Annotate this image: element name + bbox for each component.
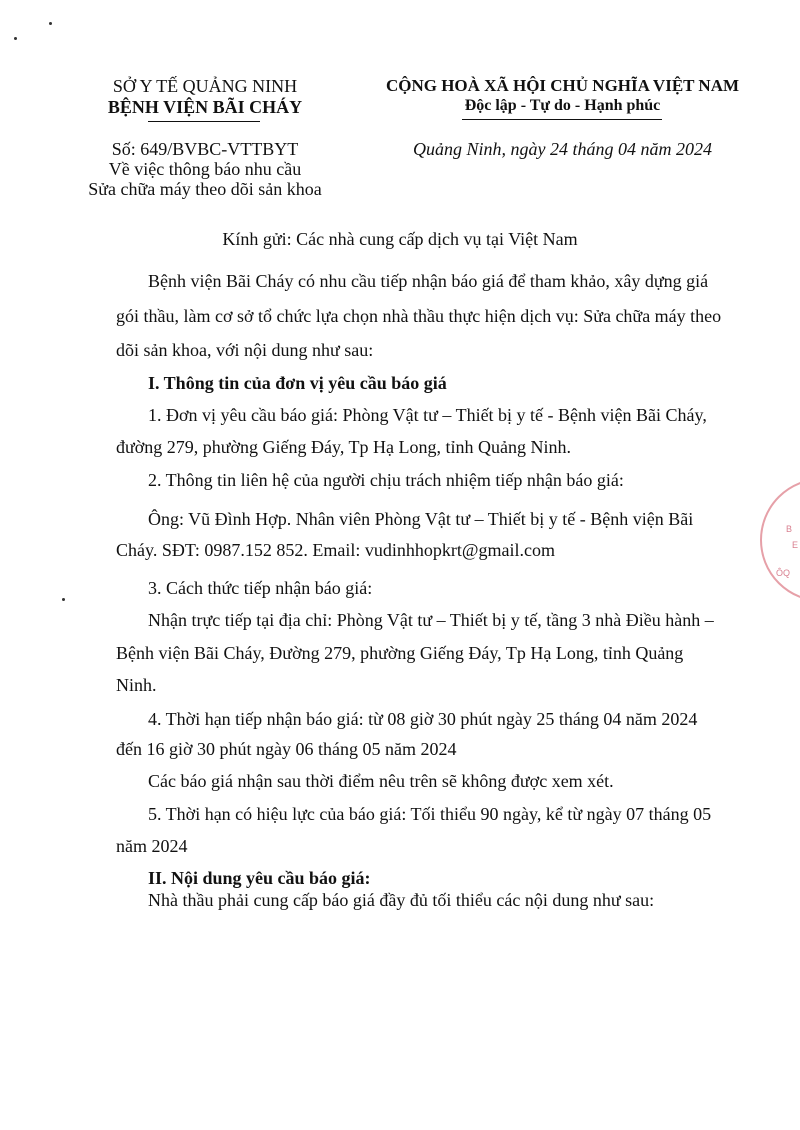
document-number: Số: 649/BVBC-VTTBYT [111, 139, 299, 159]
official-stamp-partial [760, 478, 800, 602]
section-1-heading: I. Thông tin của đơn vị yêu cầu báo giá [148, 373, 447, 393]
hospital-underline [148, 121, 260, 122]
stamp-letter-3: ÔQ [776, 568, 791, 578]
hospital-name: BỆNH VIỆN BÃI CHÁY [107, 97, 303, 117]
scan-speck [49, 22, 52, 25]
item-5-line-2: năm 2024 [116, 836, 188, 856]
stamp-letter-2: E [792, 540, 799, 550]
scan-speck [14, 37, 17, 40]
receive-line-1: Nhận trực tiếp tại địa chỉ: Phòng Vật tư – Thiết bị y tế, tầng 3 nhà Điều hành – [148, 610, 714, 630]
intro-line-3: dõi sản khoa, với nội dung như sau: [116, 340, 374, 360]
department-name: SỞ Y TẾ QUẢNG NINH [112, 76, 298, 96]
national-motto: Độc lập - Tự do - Hạnh phúc [464, 97, 661, 114]
stamp-letter-1: B [786, 524, 793, 534]
recipient-line: Kính gửi: Các nhà cung cấp dịch vụ tại Việt Nam [222, 229, 578, 249]
item-4-line-2: đến 16 giờ 30 phút ngày 06 tháng 05 năm 2024 [116, 739, 457, 759]
item-1-line-2: đường 279, phường Giếng Đáy, Tp Hạ Long, tỉnh Quảng Ninh. [116, 437, 572, 457]
item-2: 2. Thông tin liên hệ của người chịu trách nhiệm tiếp nhận báo giá: [148, 470, 624, 490]
item-5-line-1: 5. Thời hạn có hiệu lực của báo giá: Tối thiểu 90 ngày, kể từ ngày 07 tháng 05 [148, 804, 712, 824]
receive-line-2: Bệnh viện Bãi Cháy, Đường 279, phường Giếng Đáy, Tp Hạ Long, tỉnh Quảng [116, 643, 684, 663]
motto-underline [462, 119, 662, 120]
contact-line-2: Cháy. SĐT: 0987.152 852. Email: vudinhhopkrt@gmail.com [116, 540, 555, 560]
scan-speck [62, 598, 65, 601]
item-4-line-1: 4. Thời hạn tiếp nhận báo giá: từ 08 giờ 30 phút ngày 25 tháng 04 năm 2024 [148, 709, 698, 729]
section-2-text: Nhà thầu phải cung cấp báo giá đầy đủ tối thiểu các nội dung như sau: [148, 890, 655, 910]
place-date: Quảng Ninh, ngày 24 tháng 04 năm 2024 [413, 139, 712, 159]
subject-line-1: Về việc thông báo nhu cầu [108, 159, 302, 179]
intro-line-1: Bệnh viện Bãi Cháy có nhu cầu tiếp nhận báo giá để tham khảo, xây dựng giá [148, 271, 709, 291]
item-1-line-1: 1. Đơn vị yêu cầu báo giá: Phòng Vật tư – Thiết bị y tế - Bệnh viện Bãi Cháy, [148, 405, 707, 425]
subject-line-2: Sửa chữa máy theo dõi sản khoa [88, 179, 322, 199]
intro-line-2: gói thầu, làm cơ sở tổ chức lựa chọn nhà thầu thực hiện dịch vụ: Sửa chữa máy theo [116, 306, 722, 326]
contact-line-1: Ông: Vũ Đình Hợp. Nhân viên Phòng Vật tư – Thiết bị y tế - Bệnh viện Bãi [148, 509, 694, 529]
item-3: 3. Cách thức tiếp nhận báo giá: [148, 578, 373, 598]
section-2-heading: II. Nội dung yêu cầu báo giá: [148, 868, 371, 888]
late-note: Các báo giá nhận sau thời điểm nêu trên sẽ không được xem xét. [148, 771, 614, 791]
receive-line-3: Ninh. [116, 675, 157, 695]
national-title: CỘNG HOÀ XÃ HỘI CHỦ NGHĨA VIỆT NAM [385, 76, 740, 95]
